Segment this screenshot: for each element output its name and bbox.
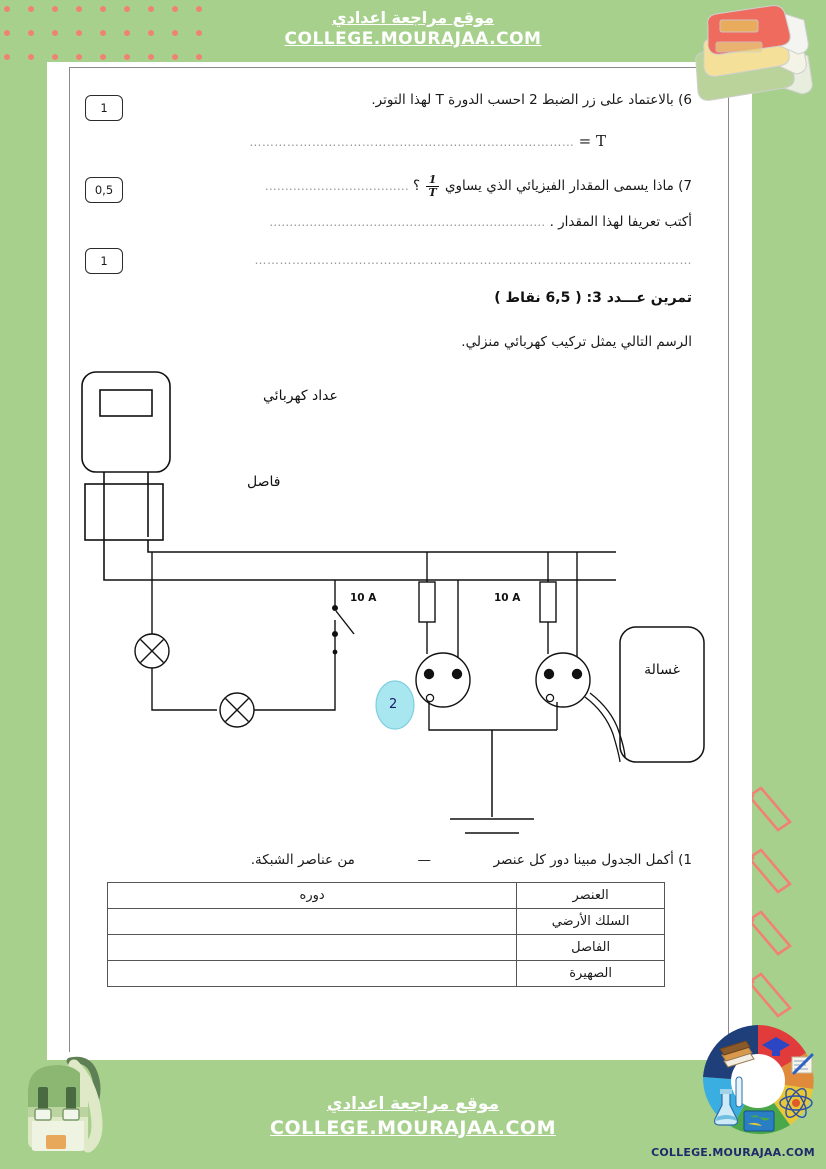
dot-grid-decoration — [0, 0, 212, 62]
exam-content — [47, 62, 752, 1060]
question-6-body: بالاعتماد على زر الضبط 2 احسب الدورة T لهذا التوتر. — [371, 92, 674, 108]
home-electrical-circuit-diagram — [47, 362, 752, 882]
header-element: العنصر — [517, 883, 665, 909]
socket-2-earth — [546, 694, 553, 701]
mark-box-q6: 1 — [85, 95, 123, 121]
dot — [196, 30, 202, 36]
header-role: دوره — [108, 883, 517, 909]
row-role-ground-wire[interactable] — [108, 909, 517, 935]
dot — [196, 54, 202, 60]
answer-dots-q7b-1[interactable]: …………………………………………………………… — [269, 215, 546, 229]
dot — [172, 6, 178, 12]
answer-label-T: T = — [578, 132, 606, 150]
table-question-text — [132, 852, 692, 868]
site-logo-wheel-icon — [698, 1021, 818, 1141]
table-question-dash: — — [417, 852, 432, 868]
dot — [148, 6, 154, 12]
socket-2-pin-left — [544, 669, 554, 679]
row-role-fuse[interactable] — [108, 961, 517, 987]
dot — [52, 54, 58, 60]
meter-body — [82, 372, 170, 472]
table-question-after: من عناصر الشبكة. — [250, 852, 355, 868]
socket-1 — [416, 653, 470, 707]
dot — [124, 54, 130, 60]
fraction-denominator: T — [428, 185, 437, 199]
table-row — [108, 961, 665, 987]
dot — [52, 6, 58, 12]
dot — [28, 30, 34, 36]
dot — [28, 54, 34, 60]
table-question-before: أكمل الجدول مبينا دور كل عنصر — [493, 852, 674, 868]
dot — [172, 30, 178, 36]
question-7b-answer-line-2 — [255, 252, 693, 268]
mark-box-q7: 0,5 — [85, 177, 123, 203]
backpack-icon — [8, 1043, 126, 1161]
dot — [4, 6, 10, 12]
header-title-url: COLLEGE.MOURAJAA.COM — [284, 29, 542, 49]
row-element-breaker: الفاصل — [517, 935, 665, 961]
meter-display — [100, 390, 152, 416]
fraction-one-over-T — [426, 174, 438, 198]
dot — [100, 30, 106, 36]
footer-title-arabic: موقع مراجعة اعدادي — [326, 1094, 500, 1114]
logo-caption-url: COLLEGE.MOURAJAA.COM — [651, 1146, 815, 1159]
socket-1-pin-right — [452, 669, 462, 679]
question-7-number: 7) — [678, 178, 692, 195]
answer-dots-q7b-2[interactable]: …………………………………………………………………………………………… — [254, 253, 692, 267]
question-6-answer-line — [249, 132, 606, 150]
dot — [28, 6, 34, 12]
footer-title-url: COLLEGE.MOURAJAA.COM — [270, 1117, 556, 1139]
dot — [4, 54, 10, 60]
question-7-question-mark: ؟ — [412, 178, 421, 195]
dot — [4, 30, 10, 36]
label-electric-meter: عداد كهربائي — [263, 388, 338, 404]
row-element-ground-wire: السلك الأرضي — [517, 909, 665, 935]
question-7b-body: أكتب تعريفا لهذا المقدار . — [549, 214, 692, 230]
washing-machine-body — [620, 627, 704, 762]
dot — [52, 30, 58, 36]
fuse-1 — [419, 582, 435, 622]
switch-contact-top — [332, 605, 338, 611]
row-role-breaker[interactable] — [108, 935, 517, 961]
marker-label-2: 2 — [389, 697, 398, 712]
roles-table — [107, 882, 665, 987]
table-row — [108, 909, 665, 935]
question-7-text — [265, 174, 692, 198]
dot — [196, 6, 202, 12]
table-header-row — [108, 883, 665, 909]
dot — [124, 6, 130, 12]
answer-dots-q6[interactable]: …………………………………………………………………… — [249, 135, 575, 149]
dot — [148, 54, 154, 60]
books-stack-icon — [678, 4, 818, 104]
socket-2-pin-right — [572, 669, 582, 679]
fraction-numerator: 1 — [426, 174, 438, 187]
exercise-3-title: تمرين عـــدد 3: ( 6,5 نقاط ) — [494, 290, 692, 306]
dot — [124, 30, 130, 36]
table-row — [108, 935, 665, 961]
dot — [76, 30, 82, 36]
socket-1-pin-left — [424, 669, 434, 679]
dot — [148, 30, 154, 36]
exercise-3-intro: الرسم التالي يمثل تركيب كهربائي منزلي. — [461, 334, 692, 350]
switch-contact-bottom — [332, 631, 338, 637]
roles-table-wrapper — [107, 882, 665, 987]
socket-1-earth — [426, 694, 433, 701]
table-question-number: 1) — [678, 852, 692, 868]
label-breaker: فاصل — [247, 474, 281, 490]
row-element-fuse: الصهيرة — [517, 961, 665, 987]
dot — [172, 54, 178, 60]
fuse-2 — [540, 582, 556, 622]
label-washing-machine: غسالة — [644, 662, 680, 678]
header-title-arabic: موقع مراجعة اعدادي — [331, 8, 495, 27]
label-fuse-left-rating: 10 A — [350, 592, 377, 604]
dot — [100, 6, 106, 12]
question-7-body-before: ماذا يسمى المقدار الفيزيائي الذي يساوي — [444, 178, 674, 195]
question-6-text — [172, 92, 692, 108]
question-7b-text — [269, 214, 692, 230]
socket-2 — [536, 653, 590, 707]
answer-dots-q7[interactable]: ……………………………… — [264, 179, 409, 194]
breaker-body — [85, 484, 163, 540]
mark-box-q7b: 1 — [85, 248, 123, 274]
question-6-number: 6) — [678, 92, 692, 108]
dot — [76, 54, 82, 60]
dot — [100, 54, 106, 60]
switch-node — [333, 650, 338, 655]
label-fuse-right-rating: 10 A — [494, 592, 521, 604]
dot — [76, 6, 82, 12]
